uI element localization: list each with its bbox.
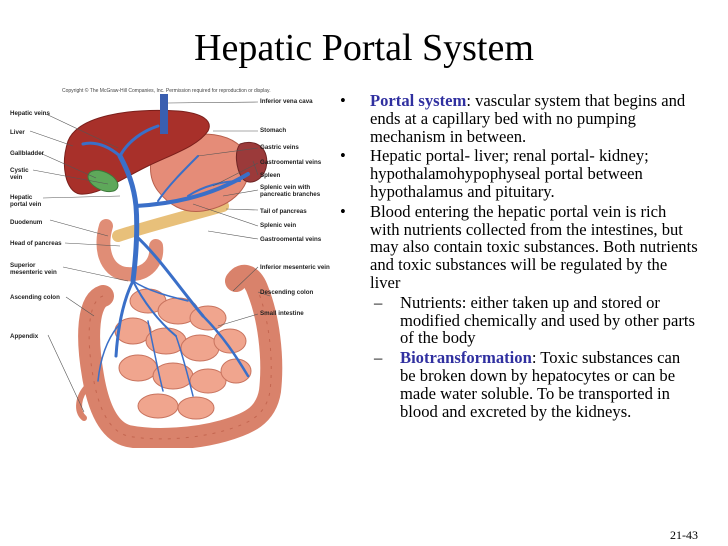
label-descending-colon: Descending colon	[260, 289, 314, 296]
subbullet-biotransformation-text: : Toxic substances can be broken down by hepatocytes or can be made water soluble. To be transported in blood and excreted by the kidneys.	[400, 348, 681, 421]
label-splenic-vein: Splenic vein	[260, 222, 297, 229]
label-tail-of-pancreas: Tail of pancreas	[260, 208, 307, 215]
label-superior-mesenteric-vein-line1: Superior	[10, 262, 36, 269]
label-hepatic-portal-vein-line1: Hepatic	[10, 194, 33, 201]
figure-copyright: Copyright © The McGraw-Hill Companies, Inc. Permission required for reproduction or display.	[62, 88, 271, 94]
label-inferior-mesenteric-vein: Inferior mesenteric vein	[260, 264, 330, 271]
label-duodenum: Duodenum	[10, 219, 43, 226]
subbullet-dash: –	[374, 292, 383, 312]
label-stomach: Stomach	[260, 127, 287, 134]
label-gastroomental-veins-lower: Gastroomental veins	[260, 236, 322, 243]
subbullet-dash: –	[374, 348, 383, 368]
subbullet-nutrients-text: Nutrients: either taken up and stored or modified chemically and used by other parts of the body	[400, 292, 695, 348]
bullet-portal-blood	[338, 203, 698, 292]
label-ascending-colon: Ascending colon	[10, 294, 60, 301]
term-biotransformation: Biotransformation	[400, 348, 532, 368]
bullet-list	[338, 92, 698, 422]
label-liver: Liver	[10, 129, 25, 136]
bullet-portal-system-text: : vascular system that begins and ends at a capillary bed with no pumping mechanism in between.	[370, 91, 686, 146]
label-head-of-pancreas: Head of pancreas	[10, 240, 62, 247]
bullet-portal-system	[338, 92, 698, 145]
label-cystic-vein-line2: vein	[10, 174, 23, 181]
label-cystic-vein-line1: Cystic	[10, 167, 29, 174]
bullet-dot: •	[340, 146, 346, 166]
label-gastroomental-veins-upper: Gastroomental veins	[260, 159, 322, 166]
label-small-intestine: Small intestine	[260, 310, 304, 317]
label-superior-mesenteric-vein-line2: mesenteric vein	[10, 269, 57, 276]
bullet-portal-types	[338, 147, 698, 200]
slide-title: Hepatic Portal System	[194, 27, 534, 69]
label-splenic-vein-branches-line1: Splenic vein with	[260, 184, 311, 191]
label-splenic-vein-branches-line2: pancreatic branches	[260, 191, 321, 198]
label-spleen: Spleen	[260, 172, 281, 179]
label-appendix: Appendix	[10, 333, 39, 340]
subbullet-biotransformation	[338, 349, 698, 420]
bullet-dot: •	[340, 91, 346, 110]
bullet-portal-blood-text: Blood entering the hepatic portal vein is rich with nutrients collected from the intestines, but may also contain toxic substances. Both nutrients and toxic substances will be regulated by the liver	[370, 201, 698, 292]
label-hepatic-portal-vein-line2: portal vein	[10, 201, 42, 208]
bullet-portal-types-text: Hepatic portal- liver; renal portal- kidney; hypothalamohypophyseal portal between hypothalamus and pituitary.	[370, 146, 649, 201]
subbullet-nutrients	[338, 294, 698, 347]
term-portal-system: Portal system	[370, 91, 467, 110]
page-number: 21-43	[670, 528, 698, 542]
label-gallbladder: Gallbladder	[10, 150, 45, 157]
label-inferior-vena-cava: Inferior vena cava	[260, 98, 313, 105]
label-gastric-veins: Gastric veins	[260, 144, 299, 151]
label-hepatic-veins: Hepatic veins	[10, 110, 50, 117]
bullet-dot: •	[340, 201, 346, 221]
